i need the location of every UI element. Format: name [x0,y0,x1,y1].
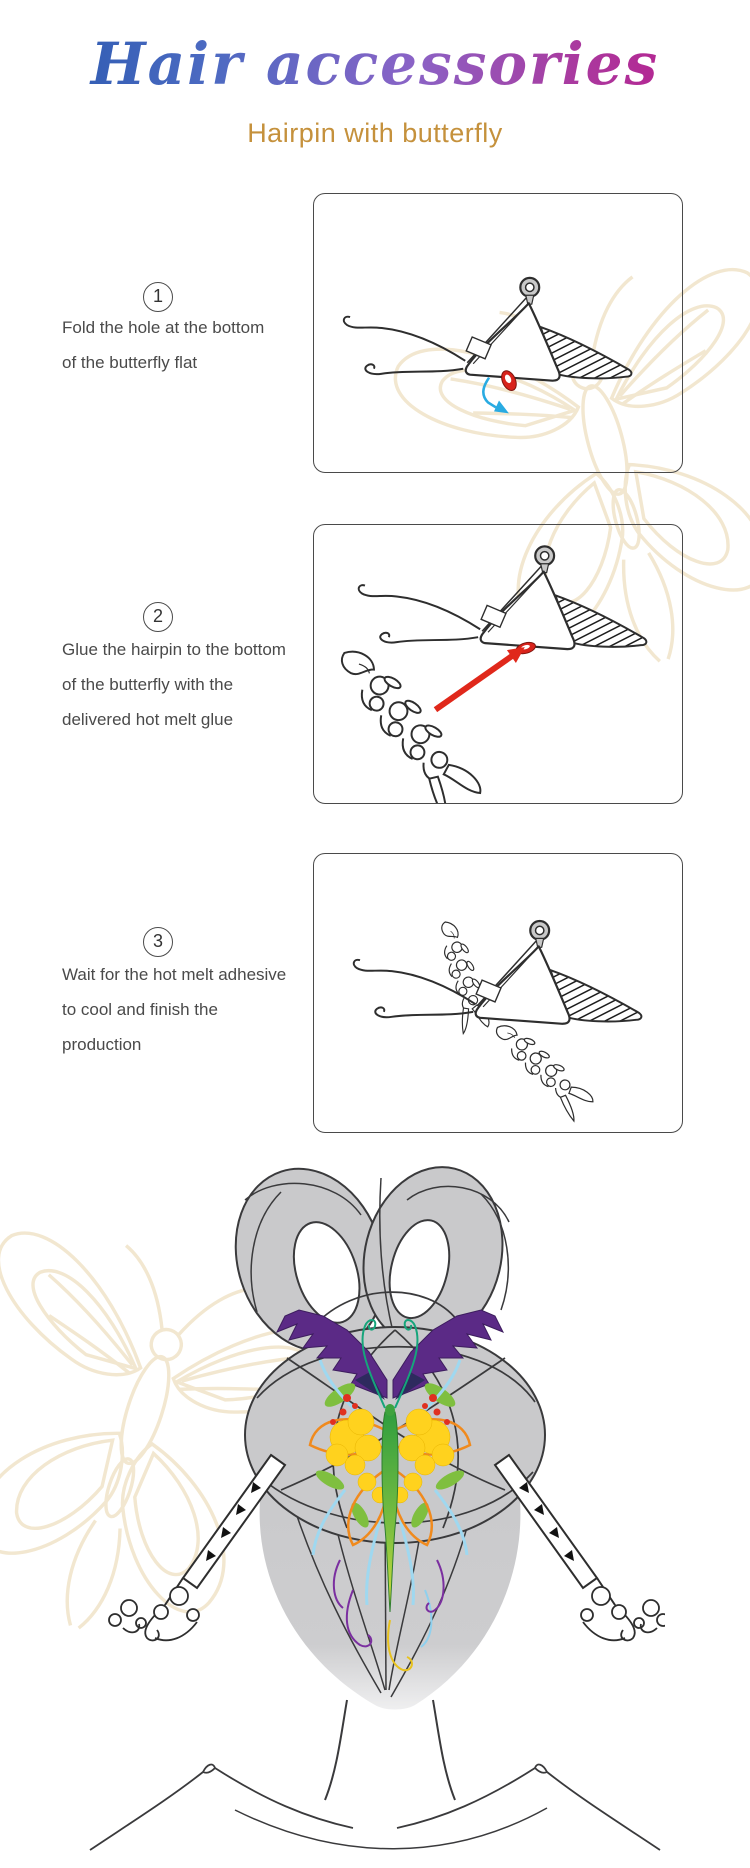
step-3-illustration [314,854,682,1132]
step-2-line-3: delivered hot melt glue [62,710,234,729]
step-3-text [62,966,322,1071]
page-title: Hair accessories [0,30,750,98]
result-illustration-head-with-hairpin [85,1160,665,1865]
page-subtitle: Hairpin with butterfly [247,118,503,148]
step-2-number: 2 [143,602,173,632]
step-3-line-2: to cool and finish the [62,1000,218,1019]
step-1-text [62,319,322,389]
filigree-hairpin-icon [322,637,489,803]
step-2-text [62,641,322,746]
step-2-line-1: Glue the hairpin to the bottom [62,640,286,659]
step-3-figure-frame [313,853,683,1133]
step-3-line-1: Wait for the hot melt adhesive [62,965,287,984]
step-2-illustration [314,525,682,803]
step-1-line-2: of the butterfly flat [62,353,198,372]
filigree-hairpin-icon [485,1016,597,1122]
step-1-line-1: Fold the hole at the bottom [62,318,265,337]
step-2-figure-frame [313,524,683,804]
step-3-number: 3 [143,927,173,957]
step-3-line-3: production [62,1035,142,1054]
step-1-figure-frame [313,193,683,473]
step-1-illustration [314,194,682,472]
red-arrow-icon [435,647,524,710]
wire-ornament-right [581,1587,665,1640]
neck-and-shoulders [90,1700,660,1850]
wire-ornament-left [109,1587,199,1640]
step-2-line-2: of the butterfly with the [62,675,234,694]
step-1-number: 1 [143,282,173,312]
